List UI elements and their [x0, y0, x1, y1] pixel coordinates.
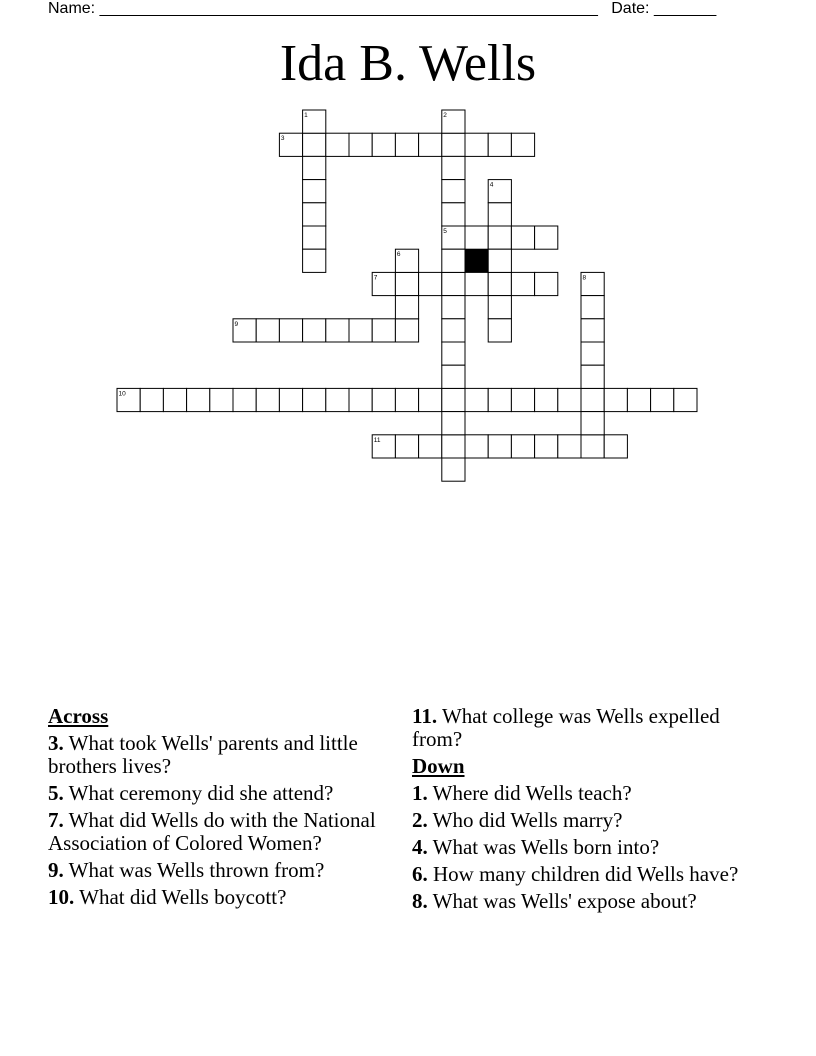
clue-item: [48, 782, 388, 805]
grid-cell[interactable]: [442, 249, 465, 272]
clue-number: 1.: [412, 781, 428, 805]
grid-cell[interactable]: [442, 388, 465, 411]
clue-text: What took Wells' parents and little brothers lives?: [48, 731, 358, 778]
grid-cell[interactable]: [210, 388, 233, 411]
grid-cell[interactable]: [233, 388, 256, 411]
down-heading: Down: [412, 754, 465, 778]
grid-cell[interactable]: [442, 180, 465, 203]
clue-item: [412, 809, 757, 832]
grid-cell[interactable]: [535, 388, 558, 411]
grid-cell[interactable]: [442, 458, 465, 481]
grid-cell[interactable]: [511, 133, 534, 156]
grid-cell[interactable]: [465, 435, 488, 458]
clue-text: What did Wells do with the National Association of Colored Women?: [48, 808, 376, 855]
clue-number: 4.: [412, 835, 428, 859]
clue-number: 10.: [48, 885, 75, 909]
grid-cell[interactable]: [558, 388, 581, 411]
cell-number: 7: [373, 274, 378, 282]
clue-text: What ceremony did she attend?: [63, 781, 334, 805]
grid-cell[interactable]: [279, 319, 302, 342]
grid-cell[interactable]: [163, 388, 186, 411]
date-label: Date:: [611, 0, 650, 17]
grid-cell[interactable]: [372, 319, 395, 342]
grid-cell[interactable]: [442, 296, 465, 319]
grid-cell[interactable]: [581, 412, 604, 435]
grid-cell[interactable]: [303, 203, 326, 226]
grid-cell[interactable]: [465, 133, 488, 156]
clue-text: What was Wells thrown from?: [63, 858, 325, 882]
grid-cell[interactable]: [442, 342, 465, 365]
grid-cell[interactable]: [326, 388, 349, 411]
cell-number: 9: [234, 320, 239, 328]
grid-cell[interactable]: [511, 388, 534, 411]
grid-cell[interactable]: [488, 272, 511, 295]
grid-cell[interactable]: [535, 226, 558, 249]
grid-cell[interactable]: [419, 133, 442, 156]
cell-number: 2: [443, 112, 447, 119]
grid-cell[interactable]: [465, 388, 488, 411]
grid-cell[interactable]: [442, 203, 465, 226]
grid-cell[interactable]: [488, 296, 511, 319]
clue-item: [412, 782, 757, 805]
clue-item: [412, 705, 757, 751]
grid-cell[interactable]: [303, 180, 326, 203]
grid-cell[interactable]: [395, 435, 418, 458]
cell-number: 11: [373, 436, 381, 444]
grid-cell[interactable]: [604, 435, 627, 458]
clue-text: What college was Wells expelled from?: [412, 704, 720, 751]
clue-text: What was Wells' expose about?: [427, 889, 697, 913]
grid-cell[interactable]: [256, 319, 279, 342]
grid-cell[interactable]: [442, 365, 465, 388]
clue-number: 2.: [412, 808, 428, 832]
grid-cell[interactable]: [395, 272, 418, 295]
grid-cell[interactable]: [488, 435, 511, 458]
grid-cell[interactable]: [674, 388, 697, 411]
clue-number: 3.: [48, 731, 64, 755]
clue-number: 8.: [412, 889, 428, 913]
grid-cell[interactable]: [419, 272, 442, 295]
clues-column-left: [48, 705, 388, 913]
date-field[interactable]: _______: [653, 0, 717, 17]
name-label: Name:: [48, 0, 96, 17]
clue-number: 11.: [412, 704, 438, 728]
clue-text: Where did Wells teach?: [427, 781, 632, 805]
clue-item: [48, 809, 388, 855]
grid-cell[interactable]: [442, 319, 465, 342]
clue-item: [412, 863, 757, 886]
cell-number: 10: [118, 390, 126, 398]
grid-cell[interactable]: [465, 226, 488, 249]
clues-column-right: [412, 705, 757, 917]
clue-item: [412, 890, 757, 913]
grid-cell[interactable]: [627, 388, 650, 411]
grid-cell[interactable]: [372, 133, 395, 156]
grid-cell[interactable]: [535, 272, 558, 295]
clue-item: [48, 859, 388, 882]
grid-cell[interactable]: [465, 272, 488, 295]
grid-cell[interactable]: [279, 388, 302, 411]
grid-cell[interactable]: [581, 342, 604, 365]
grid-cell[interactable]: [488, 133, 511, 156]
grid-cell[interactable]: [442, 133, 465, 156]
grid-cell[interactable]: [303, 133, 326, 156]
grid-cell[interactable]: [303, 319, 326, 342]
across-clue-list-continued: [412, 705, 757, 751]
clue-number: 9.: [48, 858, 64, 882]
grid-cell[interactable]: [395, 319, 418, 342]
grid-cell[interactable]: [395, 133, 418, 156]
grid-cell[interactable]: [187, 388, 210, 411]
cell-number: 4: [489, 181, 494, 189]
clue-number: 7.: [48, 808, 64, 832]
clue-text: What was Wells born into?: [427, 835, 660, 859]
crossword-grid: [0, 0, 816, 520]
grid-cell[interactable]: [488, 388, 511, 411]
grid-cell[interactable]: [256, 388, 279, 411]
grid-cell[interactable]: [442, 412, 465, 435]
cell-number: 8: [582, 274, 587, 282]
cell-number: 5: [443, 228, 447, 235]
grid-cell[interactable]: [488, 249, 511, 272]
grid-cell[interactable]: [511, 435, 534, 458]
grid-cell[interactable]: [349, 133, 372, 156]
grid-cell[interactable]: [581, 388, 604, 411]
grid-cell[interactable]: [349, 319, 372, 342]
clue-text: Who did Wells marry?: [427, 808, 623, 832]
clue-number: 5.: [48, 781, 64, 805]
cell-number: 3: [280, 135, 285, 143]
grid-cell[interactable]: [581, 296, 604, 319]
shaded-cell: [465, 249, 488, 272]
grid-cell[interactable]: [488, 226, 511, 249]
grid-cell[interactable]: [651, 388, 674, 411]
clue-item: [48, 886, 388, 909]
grid-cell[interactable]: [372, 388, 395, 411]
clue-item: [412, 836, 757, 859]
clue-item: [48, 732, 388, 778]
grid-cell[interactable]: [419, 435, 442, 458]
across-clue-list: [48, 732, 388, 909]
clue-text: How many children did Wells have?: [427, 862, 739, 886]
grid-cell[interactable]: [395, 388, 418, 411]
grid-cell[interactable]: [326, 319, 349, 342]
grid-cell[interactable]: [442, 156, 465, 179]
grid-cell[interactable]: [511, 272, 534, 295]
grid-cell[interactable]: [581, 319, 604, 342]
grid-cell[interactable]: [349, 388, 372, 411]
grid-cell[interactable]: [303, 249, 326, 272]
down-clue-list: [412, 782, 757, 913]
cell-number: 6: [396, 251, 401, 259]
grid-cell[interactable]: [303, 156, 326, 179]
grid-cell[interactable]: [140, 388, 163, 411]
grid-cell[interactable]: [581, 365, 604, 388]
clue-number: 6.: [412, 862, 428, 886]
puzzle-title: Ida B. Wells: [279, 35, 537, 92]
across-heading: Across: [48, 704, 109, 728]
cell-number: 1: [304, 112, 308, 119]
grid-cell[interactable]: [442, 435, 465, 458]
grid-cell[interactable]: [419, 388, 442, 411]
grid-cell[interactable]: [303, 388, 326, 411]
grid-cell[interactable]: [488, 319, 511, 342]
grid-cell[interactable]: [558, 435, 581, 458]
grid-cell[interactable]: [326, 133, 349, 156]
grid-cell[interactable]: [303, 226, 326, 249]
grid-cell[interactable]: [581, 435, 604, 458]
grid-cell[interactable]: [604, 388, 627, 411]
grid-cell[interactable]: [511, 226, 534, 249]
grid-cell[interactable]: [395, 296, 418, 319]
grid-cell[interactable]: [488, 203, 511, 226]
grid-cell[interactable]: [442, 272, 465, 295]
name-field[interactable]: ________________________________________________________: [99, 0, 598, 17]
clue-text: What did Wells boycott?: [74, 885, 287, 909]
grid-cell[interactable]: [535, 435, 558, 458]
